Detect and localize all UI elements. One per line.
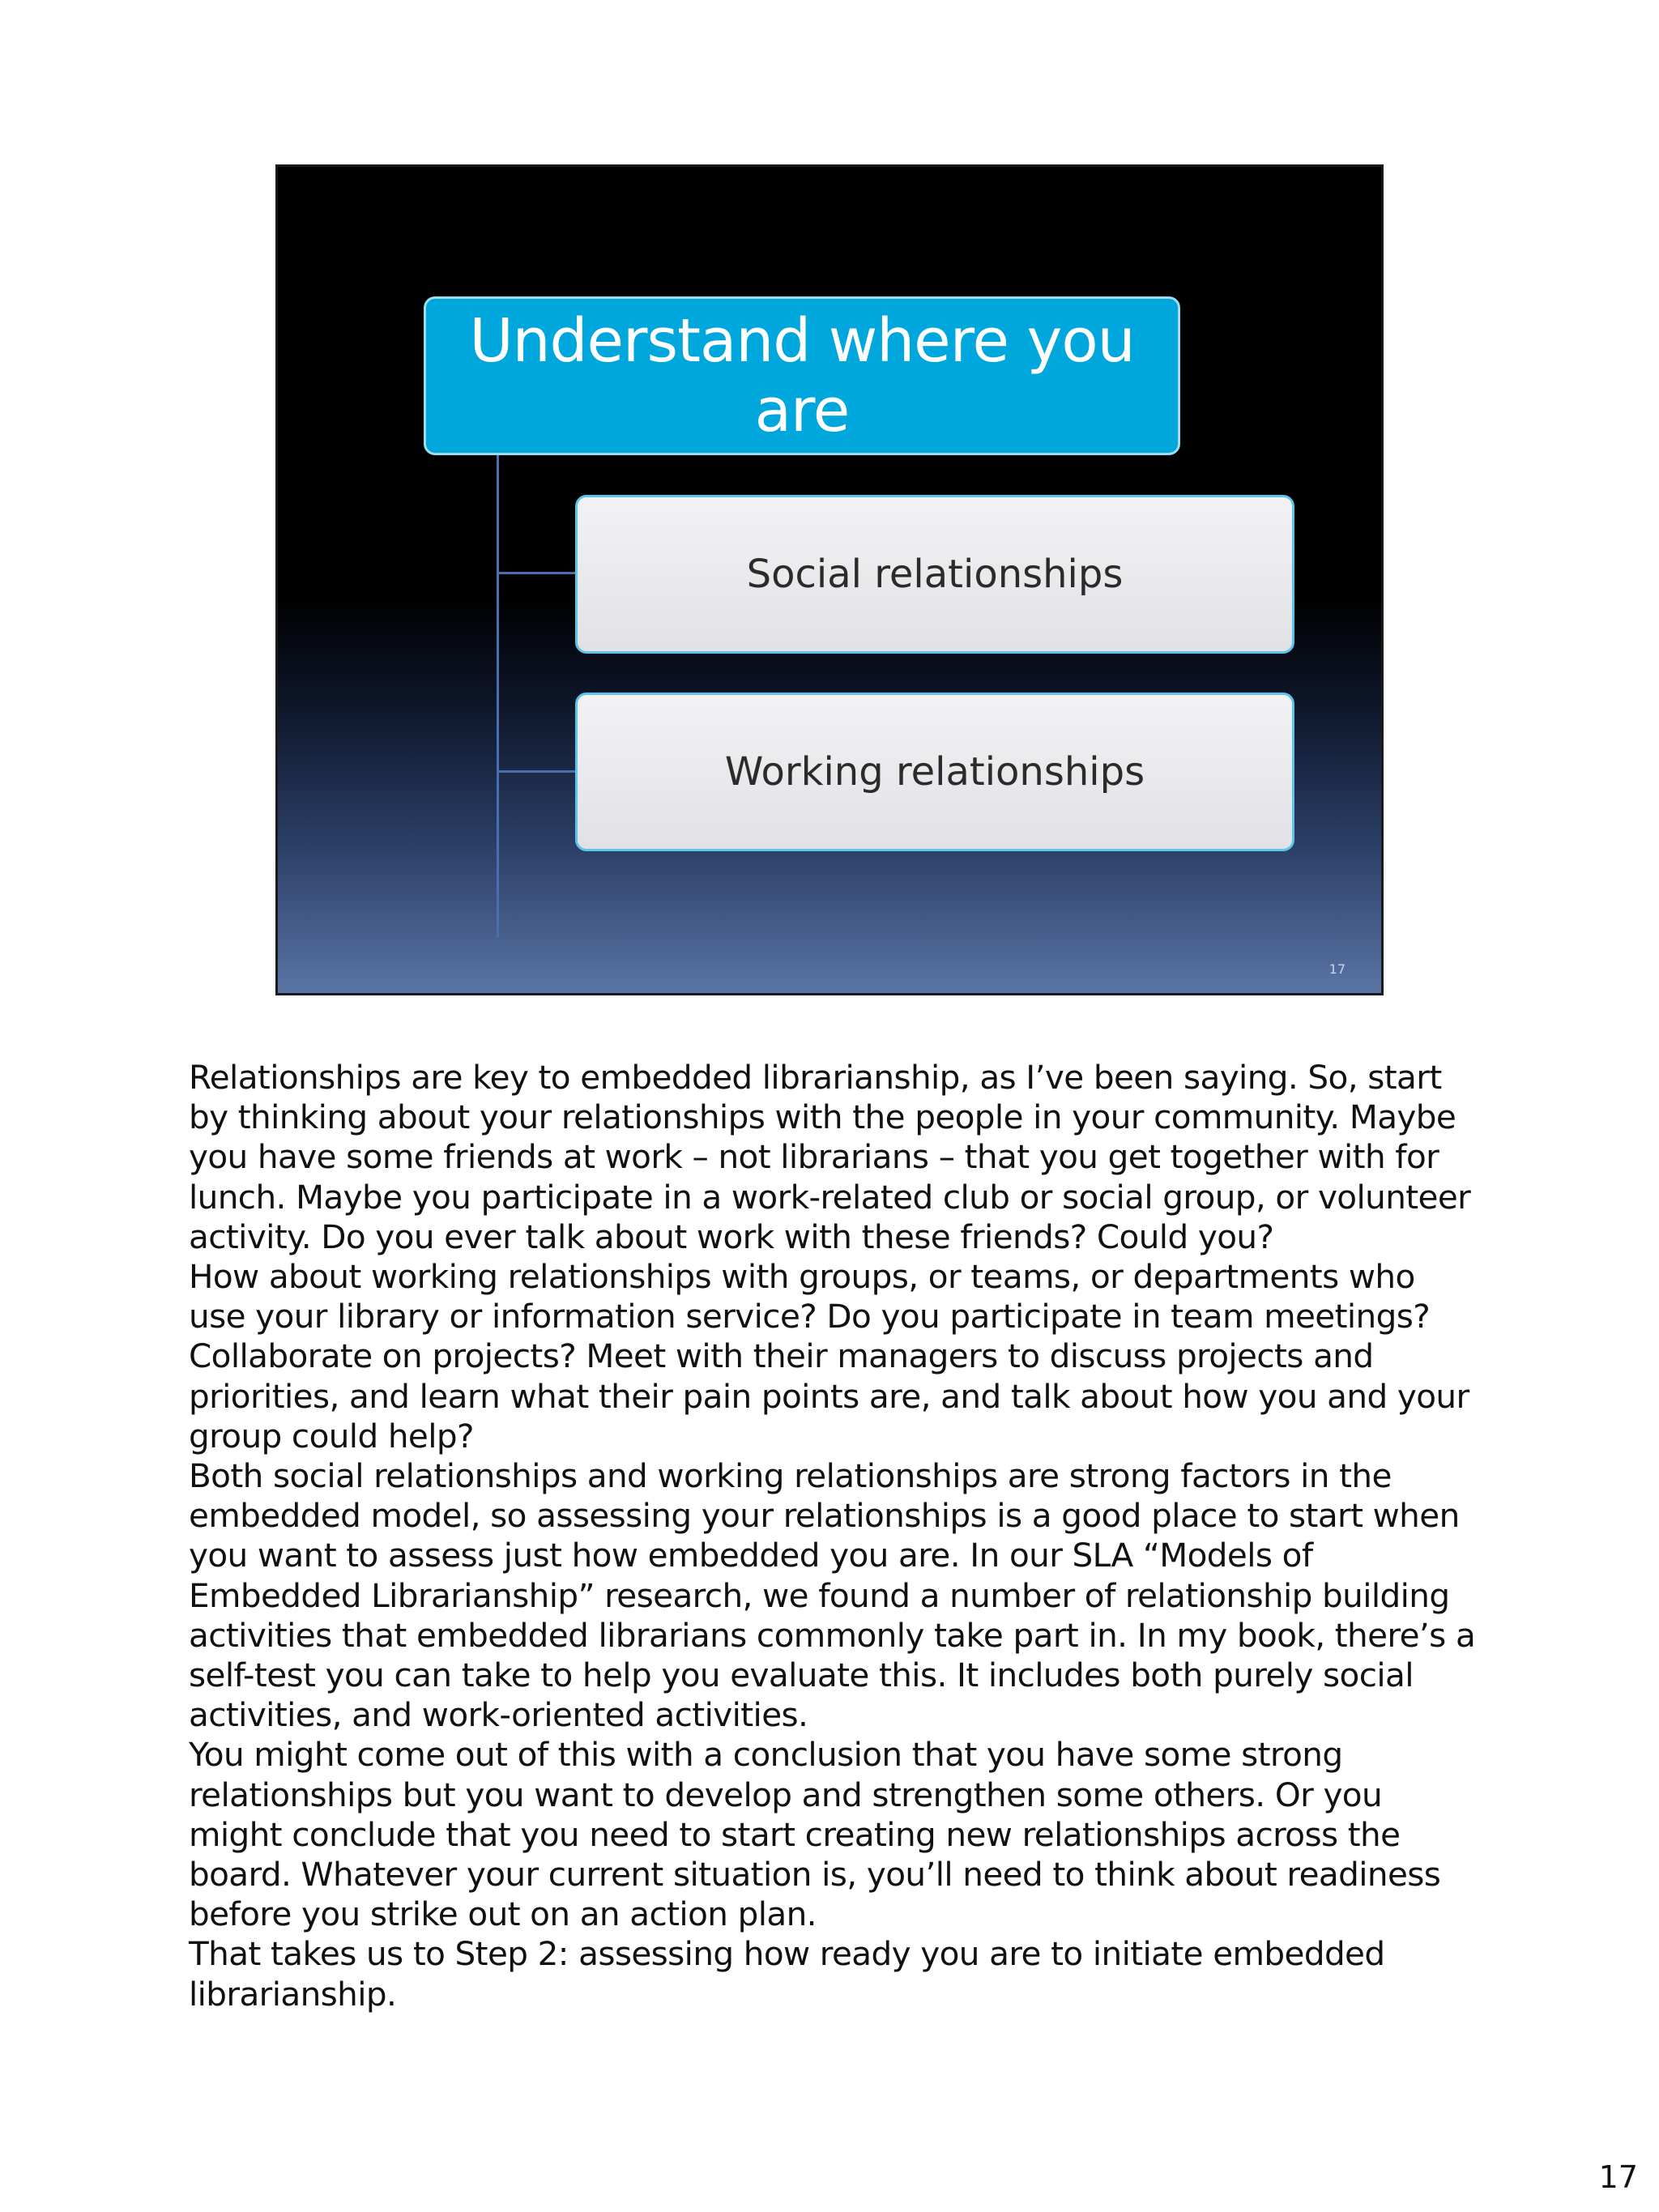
connector-horizontal-2	[497, 770, 575, 773]
notes-paragraph: Relationships are key to embedded librarianship, as I’ve been saying. So, start by thinking about your relationships with the people in your community. Maybe you have some friends at work – not librarians – that you get together with for lunch. Maybe you participate in a work-related club or social group, or volunteer activity. Do you ever talk about work with these friends? Could you?	[189, 1058, 1471, 1256]
slide-title: Understand where you are	[469, 306, 1135, 445]
notes-paragraph: That takes us to Step 2: assessing how ready you are to initiate embedded librarianship.	[189, 1934, 1385, 2014]
connector-vertical	[497, 455, 499, 937]
notes-paragraph: Both social relationships and working relationships are strong factors in the embedded model, so assessing your relationships is a good place to start when you want to assess just how embedded you are. In our SLA “Models of Embedded Librarianship” research, we found a number of relationship building activities that embedded librarians commonly take part in. In my book, there’s a self-test you can take to help you evaluate this. It includes both purely social activities, and work-oriented activities.	[189, 1456, 1476, 1735]
child-box-working	[575, 693, 1294, 851]
child-label-social: Social relationships	[746, 552, 1124, 597]
speaker-notes	[189, 1058, 1477, 2014]
page-number: 17	[1598, 2159, 1638, 2195]
child-box-social	[575, 495, 1294, 654]
slide-number: 17	[1328, 961, 1346, 977]
notes-paragraph: How about working relationships with groups, or teams, or departments who use your library or information service? Do you participate in team meetings? Collaborate on projects? Meet with their managers to discuss projects and priorities, and learn what their pain points are, and talk about how you and your group could help?	[189, 1257, 1469, 1455]
notes-paragraph: You might come out of this with a conclusion that you have some strong relationships but you want to develop and strengthen some others. Or you might conclude that you need to start creating new relationships across the board. Whatever your current situation is, you’ll need to think about readiness before you strike out on an action plan.	[189, 1735, 1441, 1934]
connector-horizontal-1	[497, 572, 575, 574]
slide-image	[275, 164, 1384, 995]
child-label-working: Working relationships	[724, 749, 1145, 795]
slide-title-box	[424, 296, 1180, 455]
